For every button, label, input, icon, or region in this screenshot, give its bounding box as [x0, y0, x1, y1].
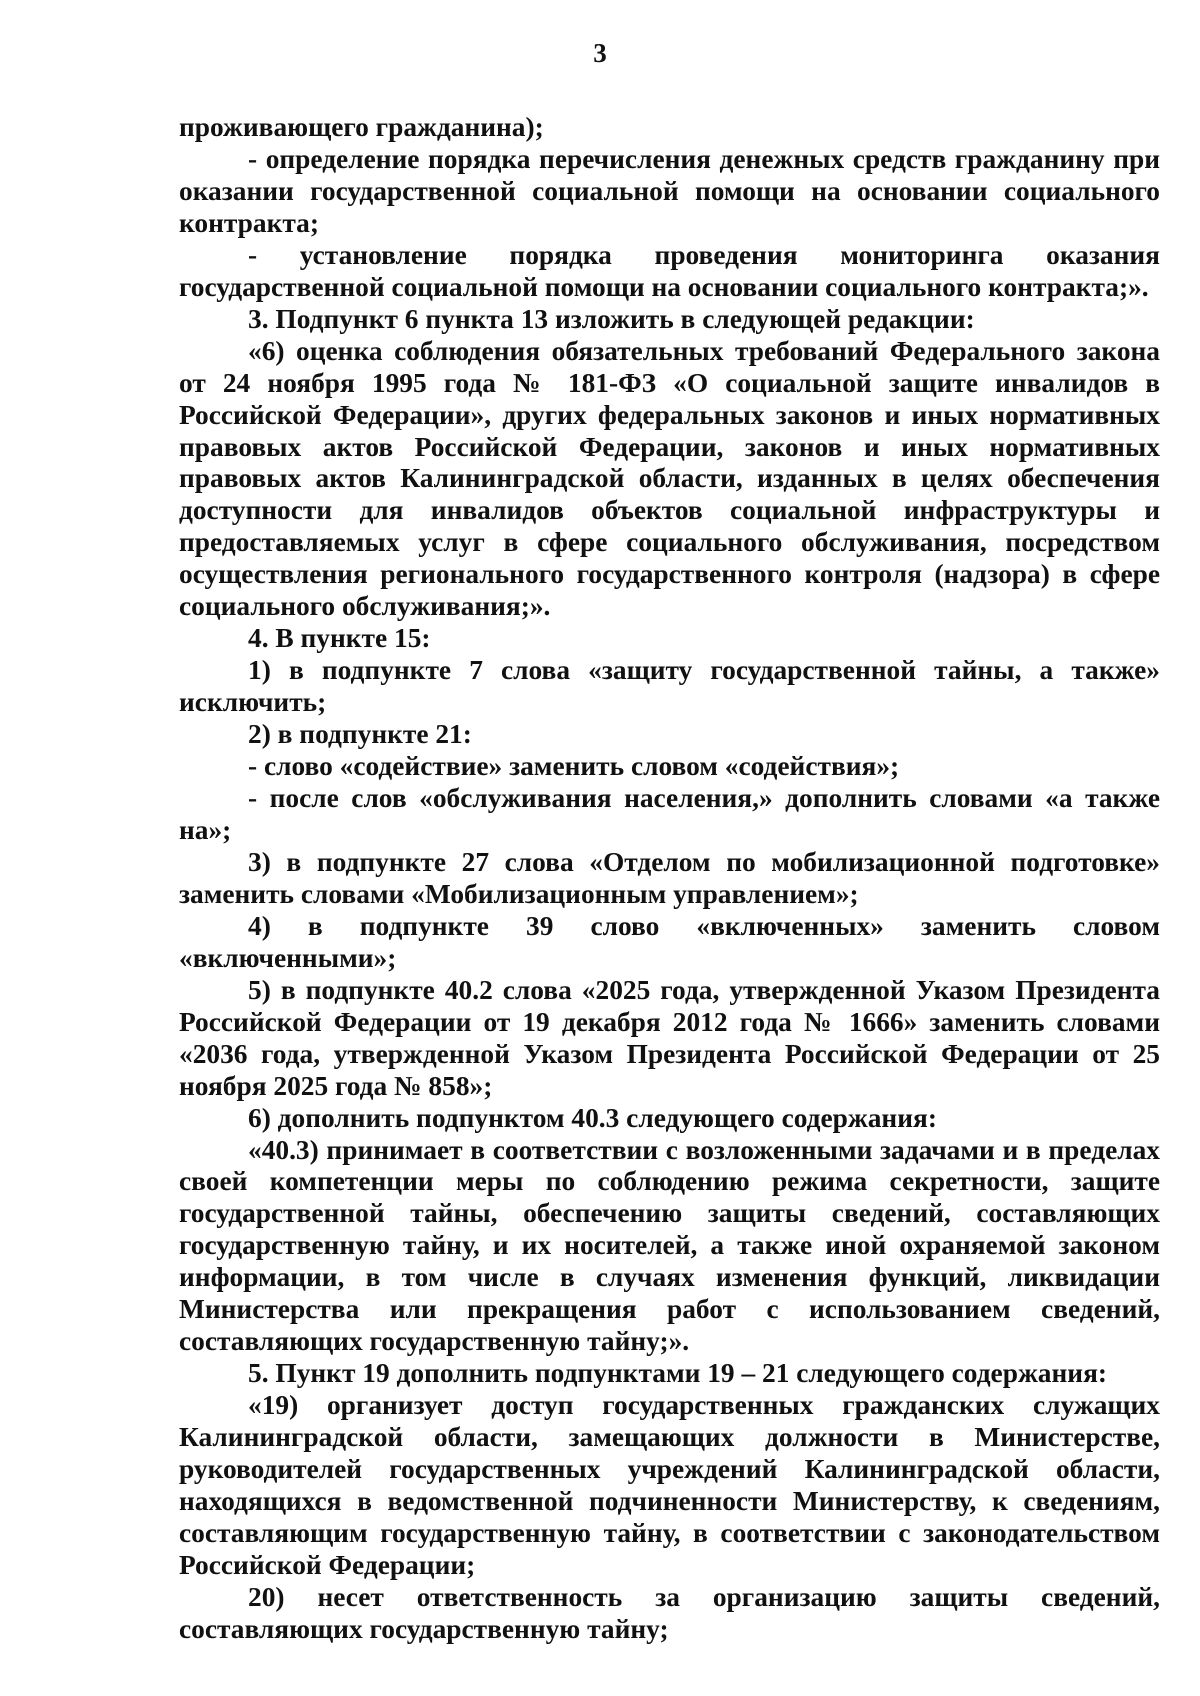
paragraph: - слово «содействие» заменить словом «содействия»; [248, 751, 900, 782]
paragraph: - после слов «обслуживания населения,» дополнить словами «а также на»; [179, 783, 1160, 845]
paragraph: «40.3) принимает в соответствии с возложенными задачами и в пределах своей компетенции меры по соблюдению режима секретности, защите государственной тайны, обеспечению защиты сведений, составляющих государственную тайну, и их носителей, а также иной охраняемой законом информации, в том числе в случаях изменения функций, ликвидации Министерства или прекращения работ с использованием сведений, составляющих государственную тайну;». [179, 1134, 1160, 1357]
paragraph: 4) в подпункте 39 слово «включенных» заменить словом «включенными»; [179, 910, 1160, 973]
paragraph: «6) оценка соблюдения обязательных требований Федерального закона от 24 ноября 1995 года № 181-ФЗ «О социальной защите инвалидов в Российской Федерации», других федеральных законов и иных нормативных правовых актов Российской Федерации, законов и иных нормативных правовых актов Калининградской области, изданных в целях обеспечения доступности для инвалидов объектов социальной инфраструктуры и предоставляемых услуг в сфере социального обслуживания, посредством осуществления регионального государственного контроля (надзора) в сфере социального обслуживания;». [179, 335, 1160, 622]
paragraph: 1) в подпункте 7 слова «защиту государственной тайны, а также» исключить; [179, 655, 1160, 718]
paragraph: - определение порядка перечисления денежных средств гражданину при оказании государственной социальной помощи на основании социального контракта; [179, 143, 1160, 238]
paragraph: 2) в подпункте 21: [248, 719, 472, 750]
paragraph: 5) в подпункте 40.2 слова «2025 года, утвержденной Указом Президента Российской Федерации от 19 декабря 2012 года № 1666» заменить словами «2036 года, утвержденной Указом Президента Российской Федерации от 25 ноября 2025 года № 858»; [179, 974, 1160, 1101]
paragraph: 6) дополнить подпунктом 40.3 следующего содержания: [248, 1102, 937, 1133]
paragraph: 3. Подпункт 6 пункта 13 изложить в следующей редакции: [248, 303, 975, 334]
paragraph: «19) организует доступ государственных гражданских служащих Калининградской области, замещающих должности в Министерстве, руководителей государственных учреждений Калининградской области, находящихся в ведомственной подчиненности Министерству, к сведениям, составляющим государственную тайну, в соответствии с законодательством Российской Федерации; [179, 1390, 1160, 1580]
page-number: 3 [593, 38, 607, 68]
paragraph: проживающего гражданина); [179, 112, 544, 142]
paragraph: 3) в подпункте 27 слова «Отделом по мобилизационной подготовке» заменить словами «Мобилизационным управлением»; [179, 846, 1160, 909]
paragraph: 4. В пункте 15: [248, 623, 431, 654]
paragraph: 20) несет ответственность за организацию защиты сведений, составляющих государственную тайну; [179, 1581, 1160, 1644]
document-body [179, 112, 1160, 1646]
paragraph: 5. Пункт 19 дополнить подпунктами 19 – 21 следующего содержания: [248, 1358, 1108, 1389]
paragraph: - установление порядка проведения мониторинга оказания государственной социальной помощи на основании социального контракта;». [179, 239, 1160, 302]
